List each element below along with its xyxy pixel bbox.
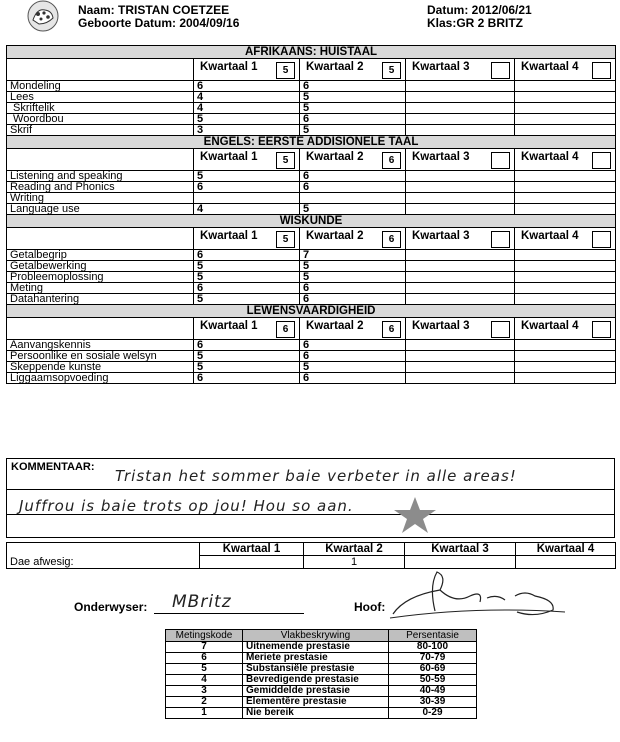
score-q2: 5 — [300, 272, 406, 283]
section-title: WISKUNDE — [7, 215, 616, 228]
score-q2: 6 — [300, 81, 406, 92]
term-label: Kwartaal 4 — [521, 320, 579, 332]
score-empty — [406, 272, 515, 283]
term-header — [194, 228, 300, 250]
term-label: Kwartaal 3 — [412, 320, 470, 332]
score-empty — [406, 114, 515, 125]
term-code-box — [491, 321, 510, 338]
report-table — [6, 45, 616, 384]
score-empty — [515, 81, 616, 92]
score-empty — [406, 283, 515, 294]
term-header — [406, 59, 515, 81]
score-empty — [515, 182, 616, 193]
key-code: 5 — [166, 664, 243, 675]
head-signature — [385, 566, 575, 626]
term-label: Kwartaal 3 — [412, 61, 470, 73]
skill-label: Persoonlike en sosiale welsyn — [7, 351, 194, 362]
section-title: LEWENSVAARDIGHEID — [7, 305, 616, 318]
score-empty — [406, 362, 515, 373]
score-empty — [406, 193, 515, 204]
score-q1 — [194, 193, 300, 204]
term-code-box: 6 — [382, 321, 401, 338]
score-empty — [406, 103, 515, 114]
term-code-box: 5 — [276, 152, 295, 169]
term-code-box: 6 — [276, 321, 295, 338]
skill-label: Lees — [7, 92, 194, 103]
score-empty — [406, 373, 515, 384]
skill-label: Aanvangskennis — [7, 340, 194, 351]
term-label: Kwartaal 1 — [200, 61, 258, 73]
teacher-signature-line — [154, 613, 304, 614]
score-empty — [515, 114, 616, 125]
table-row — [7, 373, 616, 384]
table-row — [7, 114, 616, 125]
term-label: Kwartaal 1 — [200, 230, 258, 242]
skill-label: Liggaamsopvoeding — [7, 373, 194, 384]
score-q2: 7 — [300, 250, 406, 261]
table-row — [7, 92, 616, 103]
table-row — [7, 340, 616, 351]
term-header — [515, 228, 616, 250]
birth-date: Geboorte Datum: 2004/09/16 — [78, 16, 240, 30]
score-q1: 4 — [194, 92, 300, 103]
score-q1: 4 — [194, 103, 300, 114]
key-description: Meriete prestasie — [243, 653, 389, 664]
table-row — [7, 171, 616, 182]
term-header — [194, 59, 300, 81]
skill-label: Probleemoplossing — [7, 272, 194, 283]
score-empty — [406, 261, 515, 272]
key-description: Gemiddelde prestasie — [243, 686, 389, 697]
score-q2: 6 — [300, 182, 406, 193]
score-q2: 6 — [300, 114, 406, 125]
table-row — [7, 81, 616, 92]
score-empty — [406, 182, 515, 193]
score-empty — [515, 362, 616, 373]
teacher-signature: MBritz — [172, 592, 232, 612]
term-code-box — [592, 231, 611, 248]
skill-label: Skrif — [7, 125, 194, 136]
grading-key-table — [165, 629, 477, 719]
section-title: ENGELS: EERSTE ADDISIONELE TAAL — [7, 136, 616, 149]
score-q2 — [300, 193, 406, 204]
term-label: Kwartaal 2 — [306, 151, 364, 163]
score-q1: 5 — [194, 171, 300, 182]
table-row — [7, 261, 616, 272]
score-q1: 5 — [194, 362, 300, 373]
key-row — [166, 642, 477, 653]
table-row — [7, 204, 616, 215]
skill-label: Skriftelik — [7, 103, 194, 114]
key-row — [166, 664, 477, 675]
key-percentage: 60-69 — [389, 664, 477, 675]
absence-table — [6, 542, 616, 569]
term-label: Kwartaal 2 — [306, 230, 364, 242]
term-header — [300, 228, 406, 250]
score-empty — [406, 351, 515, 362]
absence-blank — [7, 543, 200, 556]
score-q2: 5 — [300, 92, 406, 103]
star-icon — [391, 495, 439, 535]
key-row — [166, 697, 477, 708]
key-description: Substansiële prestasie — [243, 664, 389, 675]
skill-label: Listening and speaking — [7, 171, 194, 182]
absence-term-3: Kwartaal 3 — [405, 543, 516, 556]
term-code-box: 5 — [276, 62, 295, 79]
absence-term-4: Kwartaal 4 — [516, 543, 616, 556]
table-row — [7, 250, 616, 261]
skill-label: Meting — [7, 283, 194, 294]
score-q1: 6 — [194, 250, 300, 261]
key-code: 6 — [166, 653, 243, 664]
key-percentage: 80-100 — [389, 642, 477, 653]
key-percentage: 50-59 — [389, 675, 477, 686]
table-row — [7, 103, 616, 114]
score-empty — [515, 373, 616, 384]
score-empty — [515, 92, 616, 103]
score-empty — [515, 294, 616, 305]
key-percentage: 40-49 — [389, 686, 477, 697]
absence-value-2: 1 — [304, 556, 405, 569]
head-label: Hoof: — [354, 600, 386, 614]
score-q2: 6 — [300, 351, 406, 362]
key-code: 2 — [166, 697, 243, 708]
score-q1: 6 — [194, 182, 300, 193]
score-q2: 5 — [300, 103, 406, 114]
score-empty — [515, 193, 616, 204]
key-header: Vlakbeskrywing — [243, 630, 389, 642]
comment-line-2: Juffrou is baie trots op jou! Hou so aan. — [19, 497, 354, 515]
absence-term-2: Kwartaal 2 — [304, 543, 405, 556]
score-empty — [406, 171, 515, 182]
score-q2: 6 — [300, 294, 406, 305]
term-header — [406, 149, 515, 171]
table-row — [7, 351, 616, 362]
score-empty — [406, 92, 515, 103]
score-empty — [515, 204, 616, 215]
key-code: 1 — [166, 708, 243, 719]
score-q2: 6 — [300, 171, 406, 182]
term-code-box — [491, 62, 510, 79]
table-row — [7, 283, 616, 294]
section-blank — [7, 149, 194, 171]
score-q1: 4 — [194, 204, 300, 215]
score-q2: 5 — [300, 125, 406, 136]
term-header — [406, 228, 515, 250]
absence-term-1: Kwartaal 1 — [200, 543, 304, 556]
score-q1: 5 — [194, 261, 300, 272]
absence-value-1 — [200, 556, 304, 569]
table-row — [7, 294, 616, 305]
section-blank — [7, 59, 194, 81]
term-header — [515, 59, 616, 81]
score-q1: 6 — [194, 81, 300, 92]
term-code-box — [592, 152, 611, 169]
term-code-box: 5 — [276, 231, 295, 248]
key-row — [166, 675, 477, 686]
term-label: Kwartaal 4 — [521, 61, 579, 73]
skill-label: Getalbewerking — [7, 261, 194, 272]
score-q1: 5 — [194, 272, 300, 283]
term-label: Kwartaal 1 — [200, 151, 258, 163]
term-code-box — [491, 231, 510, 248]
key-code: 7 — [166, 642, 243, 653]
skill-label: Mondeling — [7, 81, 194, 92]
term-code-box: 6 — [382, 231, 401, 248]
term-header — [194, 318, 300, 340]
key-row — [166, 686, 477, 697]
comment-line-1: Tristan het sommer baie verbeter in alle areas! — [115, 467, 517, 485]
score-empty — [406, 340, 515, 351]
section-title: AFRIKAANS: HUISTAAL — [7, 46, 616, 59]
section-blank — [7, 228, 194, 250]
skill-label: Skeppende kunste — [7, 362, 194, 373]
key-code: 3 — [166, 686, 243, 697]
term-header — [194, 149, 300, 171]
score-q2: 6 — [300, 283, 406, 294]
term-label: Kwartaal 1 — [200, 320, 258, 332]
term-code-box: 6 — [382, 152, 401, 169]
skill-label: Woordbou — [7, 114, 194, 125]
table-row — [7, 362, 616, 373]
key-description: Uitnemende prestasie — [243, 642, 389, 653]
comment-box — [6, 458, 615, 538]
score-q2: 5 — [300, 362, 406, 373]
table-row — [7, 272, 616, 283]
score-q2: 6 — [300, 373, 406, 384]
key-row — [166, 708, 477, 719]
table-row — [7, 125, 616, 136]
score-empty — [515, 171, 616, 182]
term-header — [300, 59, 406, 81]
term-label: Kwartaal 4 — [521, 230, 579, 242]
key-description: Elementêre prestasie — [243, 697, 389, 708]
score-empty — [406, 294, 515, 305]
key-header: Persentasie — [389, 630, 477, 642]
term-code-box — [491, 152, 510, 169]
key-code: 4 — [166, 675, 243, 686]
score-empty — [515, 125, 616, 136]
term-header — [515, 149, 616, 171]
score-q1: 6 — [194, 373, 300, 384]
term-label: Kwartaal 2 — [306, 61, 364, 73]
skill-label: Writing — [7, 193, 194, 204]
score-q2: 5 — [300, 204, 406, 215]
score-empty — [406, 204, 515, 215]
student-name: Naam: TRISTAN COETZEE — [78, 3, 230, 17]
score-q1: 5 — [194, 351, 300, 362]
key-row — [166, 653, 477, 664]
skill-label: Datahantering — [7, 294, 194, 305]
score-empty — [515, 272, 616, 283]
skill-label: Language use — [7, 204, 194, 215]
term-code-box: 5 — [382, 62, 401, 79]
score-empty — [406, 81, 515, 92]
term-code-box — [592, 321, 611, 338]
score-q1: 3 — [194, 125, 300, 136]
skill-label: Getalbegrip — [7, 250, 194, 261]
score-empty — [515, 340, 616, 351]
absence-label: Dae afwesig: — [7, 556, 200, 569]
term-label: Kwartaal 3 — [412, 230, 470, 242]
score-q1: 6 — [194, 283, 300, 294]
key-percentage: 30-39 — [389, 697, 477, 708]
score-q2: 5 — [300, 261, 406, 272]
comment-label: KOMMENTAAR: — [11, 461, 95, 473]
term-label: Kwartaal 3 — [412, 151, 470, 163]
term-header — [515, 318, 616, 340]
teacher-label: Onderwyser: — [74, 600, 148, 614]
term-code-box — [592, 62, 611, 79]
key-percentage: 70-79 — [389, 653, 477, 664]
score-empty — [515, 351, 616, 362]
score-empty — [515, 250, 616, 261]
class-name: Klas:GR 2 BRITZ — [427, 16, 524, 30]
score-q2: 6 — [300, 340, 406, 351]
term-label: Kwartaal 2 — [306, 320, 364, 332]
term-header — [300, 149, 406, 171]
term-header — [300, 318, 406, 340]
score-empty — [515, 283, 616, 294]
skill-label: Reading and Phonics — [7, 182, 194, 193]
score-empty — [406, 125, 515, 136]
key-description: Nie bereik — [243, 708, 389, 719]
table-row — [7, 182, 616, 193]
section-blank — [7, 318, 194, 340]
term-header — [406, 318, 515, 340]
key-description: Bevredigende prestasie — [243, 675, 389, 686]
report-date: Datum: 2012/06/21 — [427, 3, 532, 17]
score-q1: 6 — [194, 340, 300, 351]
term-label: Kwartaal 4 — [521, 151, 579, 163]
school-logo — [25, 0, 61, 33]
table-row — [7, 193, 616, 204]
score-empty — [515, 103, 616, 114]
score-empty — [515, 261, 616, 272]
score-empty — [406, 250, 515, 261]
score-q1: 5 — [194, 294, 300, 305]
key-header: Metingskode — [166, 630, 243, 642]
key-percentage: 0-29 — [389, 708, 477, 719]
score-q1: 5 — [194, 114, 300, 125]
